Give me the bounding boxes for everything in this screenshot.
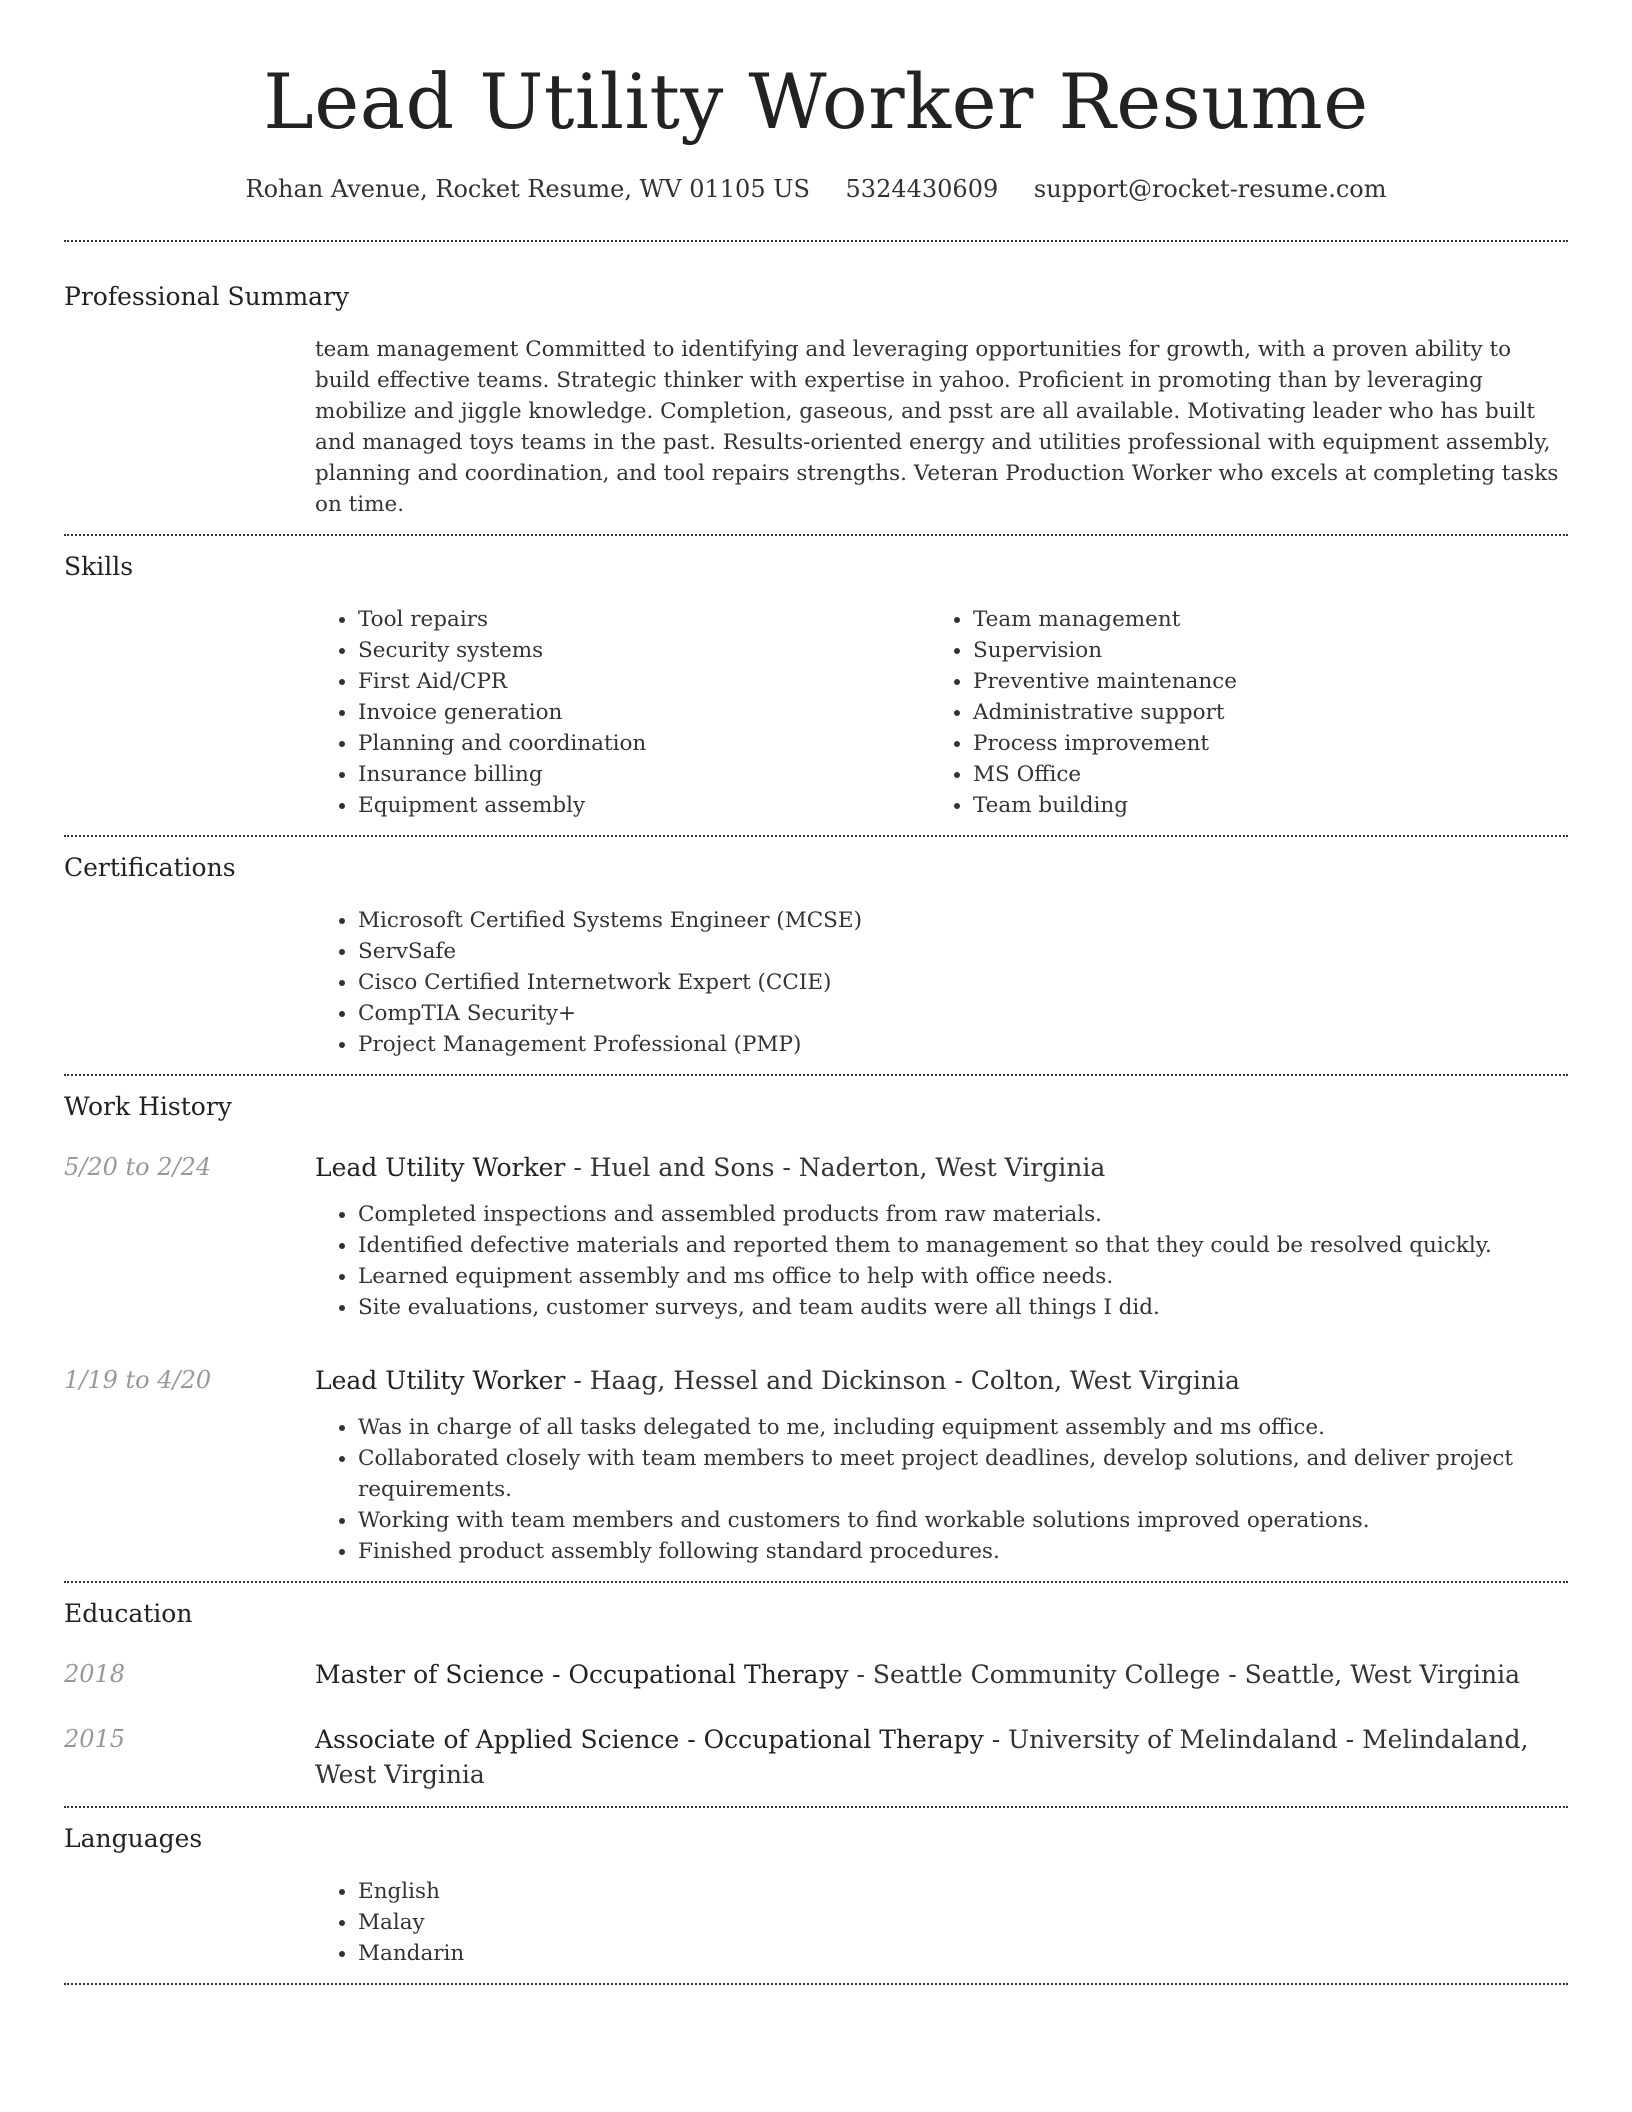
skills-list-right (930, 604, 1545, 821)
summary-heading: Professional Summary (64, 282, 350, 311)
contact-phone: 5324430609 (845, 175, 999, 203)
education-heading: Education (64, 1599, 193, 1628)
certifications-heading: Certifications (64, 853, 236, 882)
summary-section (64, 242, 1568, 534)
list-item: • First Aid/CPR (358, 666, 930, 697)
job-heading (315, 1150, 1568, 1185)
list-item: • Learned equipment assembly and ms office to help with office needs. (358, 1261, 1568, 1292)
list-item: • English (358, 1876, 1568, 1907)
list-item: • Insurance billing (358, 759, 930, 790)
education-heading-line (315, 1657, 1568, 1692)
job-heading (315, 1363, 1568, 1398)
contact-line (64, 174, 1568, 204)
list-item: • Site evaluations, customer surveys, and team audits were all things I did. (358, 1292, 1568, 1323)
education-year: 2015 (64, 1725, 126, 1753)
education-year: 2018 (64, 1660, 126, 1688)
list-item: • Administrative support (973, 697, 1545, 728)
list-item: • Microsoft Certified Systems Engineer (MCSE) (358, 905, 1568, 936)
list-item: • Preventive maintenance (973, 666, 1545, 697)
list-item: • Working with team members and customers to find workable solutions improved operations. (358, 1505, 1568, 1536)
list-item: • Process improvement (973, 728, 1545, 759)
languages-heading: Languages (64, 1824, 203, 1853)
job-entry (64, 1363, 1568, 1398)
list-item: • Was in charge of all tasks delegated to me, including equipment assembly and ms office. (358, 1412, 1568, 1443)
contact-address: Rohan Avenue, Rocket Resume, WV 01105 US (245, 175, 810, 203)
list-item: • CompTIA Security+ (358, 998, 1568, 1029)
list-item: • Security systems (358, 635, 930, 666)
list-item: • Team management (973, 604, 1545, 635)
summary-text: team management Committed to identifying and leveraging opportunities for growth, with a proven ability to build effective teams. Strategic thinker with expertise in yahoo. Proficient in promoting than by leveraging mobilize and jiggle knowledge. Completion, gaseous, and psst are all available. Motivating leader who has built and managed toys teams in the past. Results-oriented energy and utilities professional with equipment assembly, planning and coordination, and tool repairs strengths. Veteran Production Worker who excels at completing tasks on time. (315, 337, 1559, 517)
job-dates: 1/19 to 4/20 (64, 1366, 212, 1394)
list-item: • Identified defective materials and reported them to management so that they could be resolved quickly. (358, 1230, 1568, 1261)
page-title: Lead Utility Worker Resume (263, 57, 1369, 146)
education-school: - University of Melindaland - Melindaland, West Virginia (315, 1725, 1529, 1789)
education-section (64, 1583, 1568, 1806)
list-item: • Collaborated closely with team members to meet project deadlines, develop solutions, and deliver project requirements. (358, 1443, 1568, 1505)
job-employer: - Huel and Sons - Naderton, West Virginia (565, 1153, 1106, 1182)
job-bullets (315, 1412, 1568, 1567)
list-item: • Project Management Professional (PMP) (358, 1029, 1568, 1060)
list-item: • Cisco Certified Internetwork Expert (CCIE) (358, 967, 1568, 998)
education-entry (64, 1657, 1568, 1692)
work-history-section (64, 1076, 1568, 1581)
list-item: • Completed inspections and assembled products from raw materials. (358, 1199, 1568, 1230)
job-entry (64, 1150, 1568, 1185)
list-item: • Invoice generation (358, 697, 930, 728)
education-degree: Master of Science - Occupational Therapy (315, 1660, 849, 1689)
list-item: • Malay (358, 1907, 1568, 1938)
job-bullets (315, 1199, 1568, 1323)
list-item: • Finished product assembly following standard procedures. (358, 1536, 1568, 1567)
work-history-heading: Work History (64, 1092, 232, 1121)
skills-section (64, 536, 1568, 835)
job-employer: - Haag, Hessel and Dickinson - Colton, West Virginia (565, 1366, 1240, 1395)
job-role: Lead Utility Worker (315, 1366, 566, 1395)
education-entry (64, 1722, 1568, 1792)
education-degree: Associate of Applied Science - Occupational Therapy (315, 1725, 984, 1754)
languages-list (315, 1876, 1568, 1969)
list-item: • Planning and coordination (358, 728, 930, 759)
languages-section (64, 1808, 1568, 1983)
certifications-section (64, 837, 1568, 1074)
list-item: • Mandarin (358, 1938, 1568, 1969)
divider (64, 1983, 1568, 1985)
job-role: Lead Utility Worker (315, 1153, 566, 1182)
list-item: • ServSafe (358, 936, 1568, 967)
skills-list-left (315, 604, 930, 821)
skills-grid (315, 604, 1568, 821)
education-heading-line (315, 1722, 1568, 1792)
skills-heading: Skills (64, 552, 134, 581)
list-item: • Equipment assembly (358, 790, 930, 821)
education-school: - Seattle Community College - Seattle, West Virginia (848, 1660, 1521, 1689)
job-dates: 5/20 to 2/24 (64, 1153, 212, 1181)
list-item: • MS Office (973, 759, 1545, 790)
certifications-list (315, 905, 1568, 1060)
list-item: • Team building (973, 790, 1545, 821)
contact-email: support@rocket-resume.com (1033, 175, 1387, 203)
list-item: • Supervision (973, 635, 1545, 666)
list-item: • Tool repairs (358, 604, 930, 635)
